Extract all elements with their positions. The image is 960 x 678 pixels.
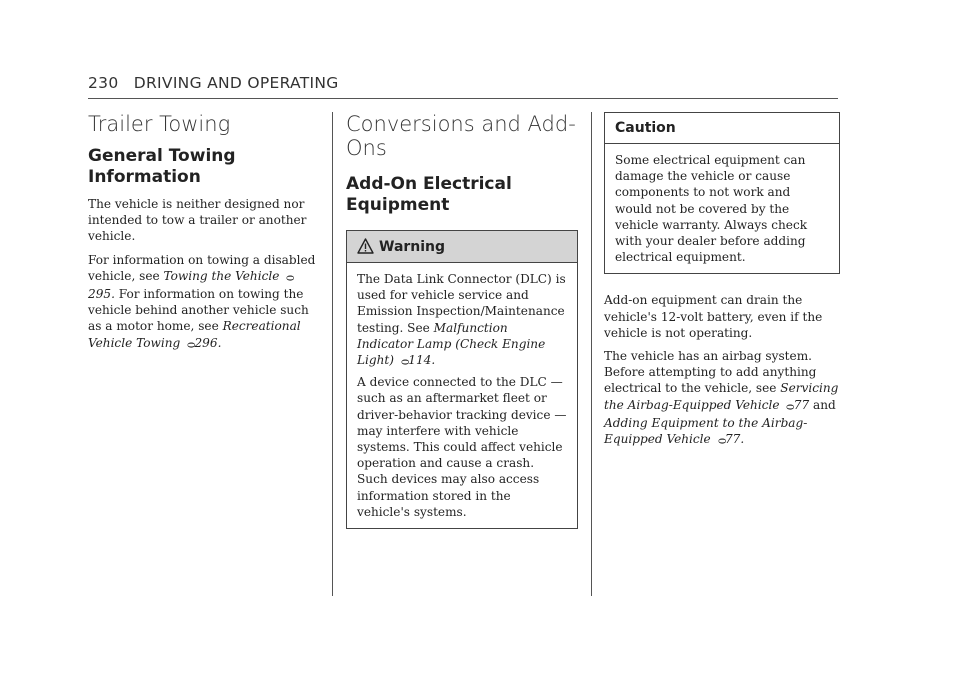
text-run: For information on towing a disabled vehicle, see <box>88 252 316 283</box>
page-ref-arrow-icon: 0 <box>714 437 726 445</box>
text-run: The Data Link Connector (DLC) is used for vehicle service and Emission Inspection/Maintenance testing. See <box>357 272 566 335</box>
caution-box <box>604 112 840 274</box>
warning-paragraph-1 <box>357 271 567 370</box>
page-ref-arrow-icon: 0 <box>184 341 196 348</box>
page-ref-114[interactable]: 114. <box>408 353 436 368</box>
ref-adding-equipment-airbag-vehicle[interactable]: Adding Equipment to the Airbag-Equipped Vehicle <box>604 415 808 447</box>
column-2 <box>346 112 578 529</box>
page-ref-arrow-icon: 0 <box>283 274 295 282</box>
column-1 <box>88 112 318 360</box>
caution-body <box>605 144 839 273</box>
section-heading-trailer-towing: Trailer Towing <box>88 112 231 136</box>
page-ref-77-b[interactable]: 77. <box>724 432 745 447</box>
warning-body <box>347 263 577 528</box>
page-number: 230 <box>88 74 119 92</box>
caution-header: Caution <box>605 113 839 144</box>
caution-paragraph: Some electrical equipment can damage the vehicle or cause components to not work and would not be covered by the vehicle warranty. Always check with your dealer before adding electrical equipment. <box>615 153 808 265</box>
battery-paragraph: Add-on equipment can drain the vehicle's 12-volt battery, even if the vehicle is not operating. <box>604 293 823 340</box>
column-divider-2 <box>591 112 592 596</box>
airbag-paragraph <box>604 348 840 449</box>
warning-triangle-icon <box>357 238 374 254</box>
warning-header <box>347 231 577 263</box>
header-rule <box>88 98 838 99</box>
text-run: The vehicle has an airbag system. Before attempting to add anything electrical to the vehicle, see <box>604 349 817 396</box>
warning-paragraph-2: A device connected to the DLC — such as an aftermarket fleet or driver-behavior tracking device — may interfere with vehicle systems. This could affect vehicle operation and cause a crash. Such devices may also access information stored in the vehicle's systems. <box>357 375 567 519</box>
text-run: and <box>809 397 836 412</box>
section-heading-conversions: Conversions and Add-Ons <box>346 112 576 160</box>
page-ref-arrow-icon: 0 <box>398 358 410 366</box>
page-ref-arrow-icon: 0 <box>783 403 795 410</box>
section-title: DRIVING AND OPERATING <box>133 74 339 92</box>
text-run: For information on towing the vehicle behind another vehicle such as a motor home, see <box>88 287 309 334</box>
page-header <box>88 74 339 92</box>
towing-paragraph-2 <box>88 252 318 353</box>
page-ref-77[interactable]: 77 <box>793 397 810 412</box>
ref-recreational-vehicle-towing[interactable]: Recreational Vehicle Towing <box>88 319 301 350</box>
ref-towing-the-vehicle[interactable]: Towing the Vehicle <box>163 268 280 283</box>
ref-malfunction-indicator-lamp[interactable]: Malfunction Indicator Lamp (Check Engine Light) <box>357 320 546 368</box>
column-3 <box>604 112 840 456</box>
towing-paragraph-1: The vehicle is neither designed nor intended to tow a trailer or another vehicle. <box>88 197 307 244</box>
subheading-general-towing: General Towing Information <box>88 146 236 187</box>
subheading-add-on-electrical: Add-On Electrical Equipment <box>346 174 512 215</box>
warning-box <box>346 230 578 529</box>
ref-servicing-airbag-vehicle[interactable]: Servicing the Airbag-Equipped Vehicle <box>604 381 839 412</box>
column-divider-1 <box>332 112 333 596</box>
page-ref-295[interactable]: 295. <box>88 287 115 302</box>
warning-label: Warning <box>379 239 446 255</box>
page-ref-296[interactable]: 296. <box>194 335 222 350</box>
